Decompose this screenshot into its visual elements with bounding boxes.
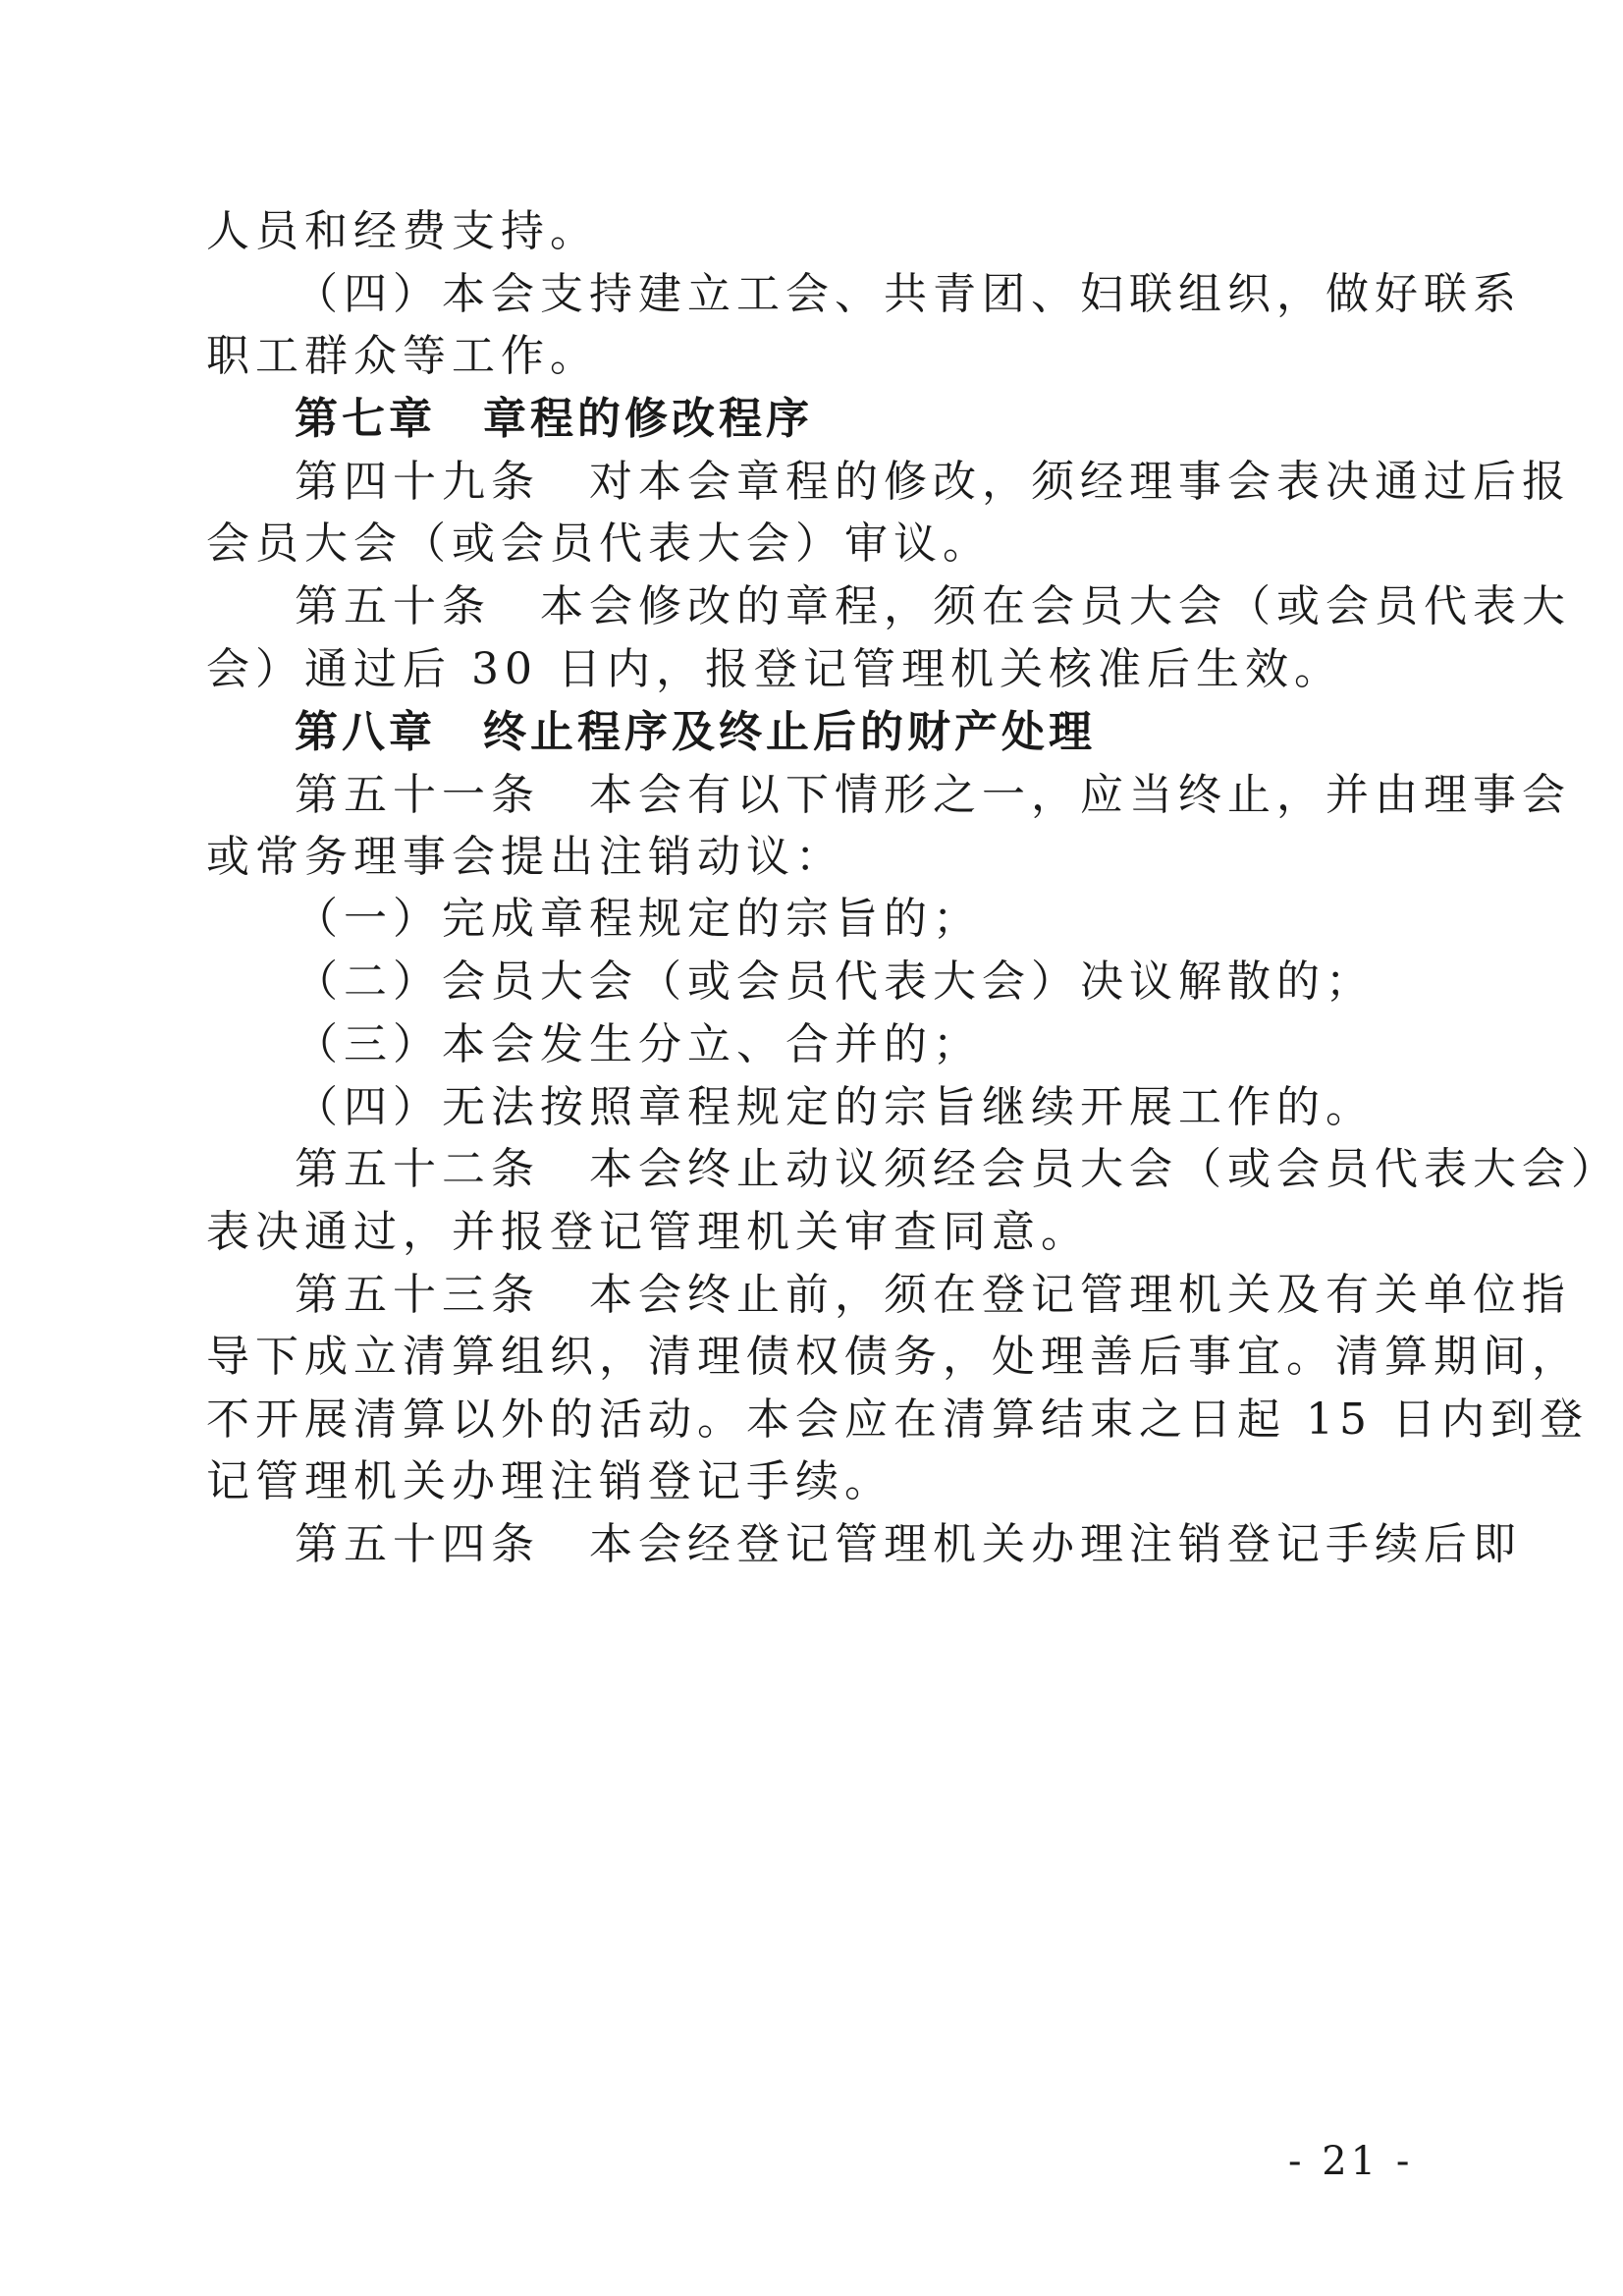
text-line: （四）本会支持建立工会、共青团、妇联组织，做好联系 bbox=[295, 269, 1522, 319]
text-line: 表决通过，并报登记管理机关审查同意。 bbox=[206, 1207, 1090, 1257]
page-number: - 21 - bbox=[1288, 2139, 1414, 2184]
text-line: 会员大会（或会员代表大会）审议。 bbox=[206, 519, 992, 569]
text-line: 第四十九条 对本会章程的修改，须经理事会表决通过后报 bbox=[295, 457, 1571, 507]
text-line: （一）完成章程规定的宗旨的； bbox=[295, 894, 982, 944]
text-line: （二）会员大会（或会员代表大会）决议解散的； bbox=[295, 957, 1375, 1007]
text-line: 职工群众等工作。 bbox=[206, 331, 599, 381]
text-line: （三）本会发生分立、合并的； bbox=[295, 1019, 982, 1069]
text-line: 第五十条 本会修改的章程，须在会员大会（或会员代表大 bbox=[295, 581, 1571, 631]
text-line: 第五十一条 本会有以下情形之一，应当终止，并由理事会 bbox=[295, 770, 1571, 820]
text-line: 不开展清算以外的活动。本会应在清算结束之日起 15 日内到登 bbox=[206, 1394, 1589, 1445]
text-line: 记管理机关办理注销登记手续。 bbox=[206, 1456, 893, 1506]
text-line: 或常务理事会提出注销动议： bbox=[206, 832, 844, 882]
text-line: 会）通过后 30 日内，报登记管理机关核准后生效。 bbox=[206, 644, 1343, 694]
text-line: 第五十三条 本会终止前，须在登记管理机关及有关单位指 bbox=[295, 1270, 1571, 1320]
text-line: 导下成立清算组织，清理债权债务，处理善后事宜。清算期间， bbox=[206, 1332, 1581, 1382]
text-line: 第五十二条 本会终止动议须经会员大会（或会员代表大会） bbox=[295, 1144, 1620, 1194]
text-line: 第五十四条 本会经登记管理机关办理注销登记手续后即 bbox=[295, 1519, 1522, 1569]
chapter-heading: 第八章 终止程序及终止后的财产处理 bbox=[295, 707, 1096, 757]
text-line: 人员和经费支持。 bbox=[206, 206, 599, 256]
chapter-heading: 第七章 章程的修改程序 bbox=[295, 394, 813, 444]
text-line: （四）无法按照章程规定的宗旨继续开展工作的。 bbox=[295, 1082, 1375, 1132]
